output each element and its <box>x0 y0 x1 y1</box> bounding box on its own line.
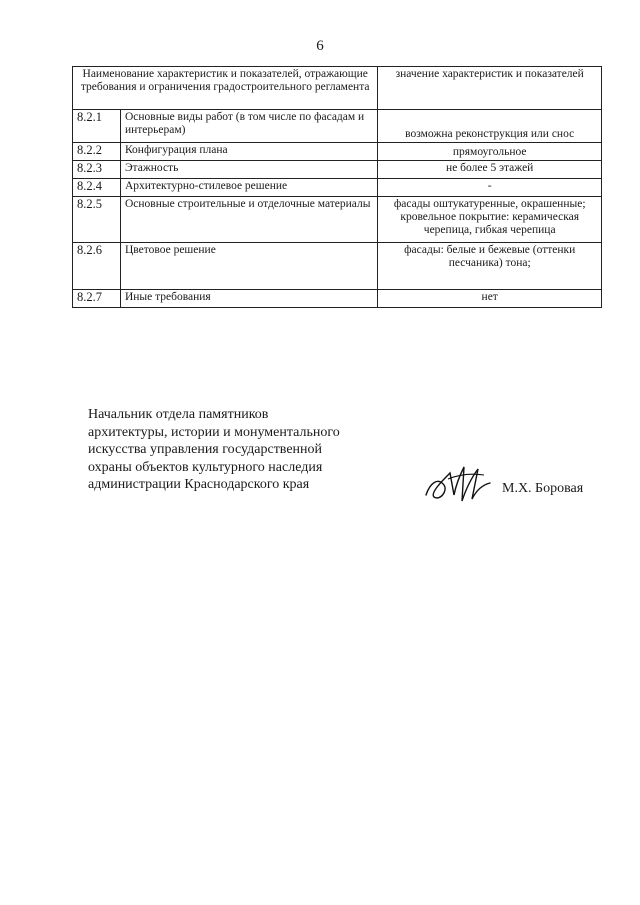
header-characteristics: Наименование характеристик и показателей, отражающие требования и ограничения градостроительного регламента <box>73 67 378 110</box>
row-number: 8.2.6 <box>73 243 121 290</box>
row-characteristic: Основные виды работ (в том числе по фасадам и интерьерам) <box>120 110 377 143</box>
row-value: фасады оштукатуренные, окрашенные; кровельное покрытие: керамическая черепица, гибкая черепица <box>378 197 602 243</box>
row-characteristic: Конфигурация плана <box>120 143 377 161</box>
row-number: 8.2.2 <box>73 143 121 161</box>
table-row <box>73 197 602 243</box>
position-line: искусства управления государственной <box>88 442 323 457</box>
row-number: 8.2.4 <box>73 179 121 197</box>
table-row <box>73 143 602 161</box>
row-value: нет <box>378 290 602 308</box>
row-characteristic: Архитектурно-стилевое решение <box>120 179 377 197</box>
page-number: 6 <box>316 38 324 54</box>
handwritten-signature <box>420 455 500 515</box>
table-header-row <box>73 67 602 110</box>
row-number: 8.2.3 <box>73 161 121 179</box>
row-value: прямоугольное <box>378 143 602 161</box>
row-characteristic: Основные строительные и отделочные материалы <box>120 197 377 243</box>
table-row <box>73 161 602 179</box>
row-number: 8.2.1 <box>73 110 121 143</box>
row-characteristic: Этажность <box>120 161 377 179</box>
row-characteristic: Цветовое решение <box>120 243 377 290</box>
row-value: не более 5 этажей <box>378 161 602 179</box>
row-number: 8.2.5 <box>73 197 121 243</box>
position-line: охраны объектов культурного наследия <box>88 459 323 475</box>
table-row <box>73 110 602 143</box>
signatory-position <box>88 406 388 494</box>
row-value: - <box>378 179 602 197</box>
position-line: Начальник отдела памятников <box>88 407 269 422</box>
table-row <box>73 179 602 197</box>
table-row <box>73 243 602 290</box>
row-value: фасады: белые и бежевые (оттенки песчаника) тона; <box>378 243 602 290</box>
row-value: возможна реконструкция или снос <box>378 110 602 143</box>
signer-name: М.Х. Боровая <box>502 481 584 496</box>
position-line: администрации Краснодарского края <box>88 477 310 492</box>
header-values: значение характеристик и показателей <box>378 67 602 110</box>
requirements-table <box>72 66 602 308</box>
row-characteristic: Иные требования <box>120 290 377 308</box>
table-row <box>73 290 602 308</box>
row-number: 8.2.7 <box>73 290 121 308</box>
position-line: архитектуры, истории и монументального <box>88 424 340 440</box>
